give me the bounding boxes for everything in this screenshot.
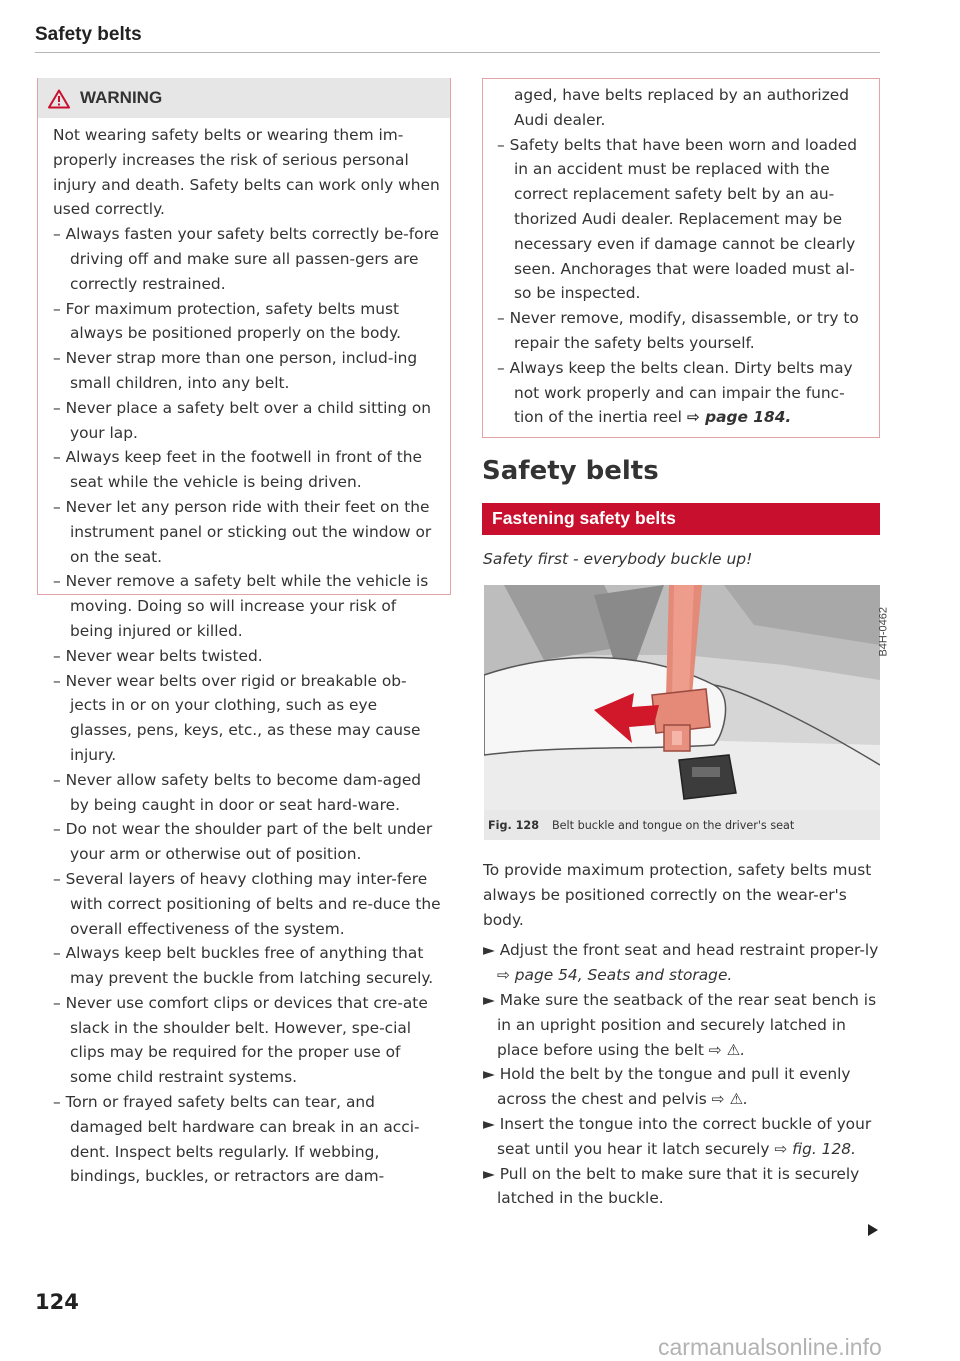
warning-triangle-icon <box>48 89 70 109</box>
warning-item: – Never allow safety belts to become dam-aged by being caught in door or seat hard-ware. <box>53 770 422 814</box>
instruction-step <box>483 938 883 988</box>
warning-reference-link[interactable]: ⇨ ⚠. <box>711 1090 749 1109</box>
warning-item: – Never strap more than one person, includ-ing small children, into any belt. <box>53 349 418 392</box>
figure-code: B4H-0462 <box>878 607 890 657</box>
warning-continued-text: aged, have belts replaced by an authorized Audi dealer. <box>514 86 850 129</box>
warning-item: – Never remove a safety belt while the vehicle is moving. Doing so will increase your risk of being injured or killed. <box>53 572 429 640</box>
warning-item: – Torn or frayed safety belts can tear, and damaged belt hardware can break in an acci-dent. Inspect belts regularly. If webbing, bindings, buckles, or retractors are dam- <box>53 1093 420 1186</box>
page-header-title: Safety belts <box>35 24 142 45</box>
header-divider <box>35 52 880 53</box>
warning-header <box>38 78 450 118</box>
warning-item: – For maximum protection, safety belts must always be positioned properly on the body. <box>53 299 401 343</box>
step-text: ► Make sure the seatback of the rear seat bench is in an upright position and securely latched in place before using the belt <box>483 990 877 1059</box>
belt-buckle-illustration <box>484 585 880 810</box>
page-number: 124 <box>35 1290 79 1314</box>
instruction-step <box>483 1112 883 1162</box>
step-text: ► Insert the tongue into the correct buckle of your seat until you hear it latch securely <box>483 1114 872 1158</box>
warning-box <box>37 78 451 1186</box>
figure-label: Fig. 128 <box>488 819 539 832</box>
page-reference-link[interactable]: ⇨ page 184. <box>686 408 792 427</box>
body-intro: To provide maximum protection, safety belts must always be positioned correctly on the wear-er's body. <box>483 861 872 929</box>
continue-arrow-icon <box>868 1224 880 1236</box>
body-text <box>483 858 883 1211</box>
page-reference-link[interactable]: ⇨ page 54, Seats and storage. <box>497 966 733 985</box>
warning-item: – Never use comfort clips or devices that cre-ate slack in the shoulder belt. However, spe-cial clips may be required for the proper use of some child restraint systems. <box>53 993 428 1087</box>
figure-image <box>484 585 890 810</box>
step-text: ► Pull on the belt to make sure that it is securely latched in the buckle. <box>483 1164 860 1208</box>
warning-item: – Never wear belts twisted. <box>53 646 263 665</box>
warning-item: – Never wear belts over rigid or breakable ob-jects in or on your clothing, such as eye glasses, pens, keys, etc., as these may cause injury. <box>53 671 421 764</box>
section-title: Safety belts <box>482 456 659 486</box>
warning-reference-link[interactable]: ⇨ ⚠. <box>708 1040 746 1059</box>
warning-item: – Do not wear the shoulder part of the belt under your arm or otherwise out of position. <box>53 820 433 864</box>
watermark: carmanualsonline.info <box>658 1334 882 1360</box>
figure-caption-text: Belt buckle and tongue on the driver's seat <box>552 819 795 832</box>
figure-reference-link[interactable]: ⇨ fig. 128. <box>774 1139 856 1158</box>
warning-item: – Always keep belt buckles free of anything that may prevent the buckle from latching securely. <box>53 944 434 988</box>
warning-label: WARNING <box>80 88 163 107</box>
subsection-title: Fastening safety belts <box>492 508 676 528</box>
warning-body <box>53 123 441 1189</box>
warning-item <box>497 356 869 430</box>
warning-item: – Never place a safety belt over a child sitting on your lap. <box>53 398 431 442</box>
section-lead: Safety first - everybody buckle up! <box>483 550 753 568</box>
instruction-step <box>483 1062 883 1112</box>
warning-item: – Never remove, modify, disassemble, or try to repair the safety belts yourself. <box>497 309 859 352</box>
step-text: ► Adjust the front seat and head restraint proper-ly <box>483 941 879 960</box>
step-text: ► Hold the belt by the tongue and pull it evenly across the chest and pelvis <box>483 1065 851 1109</box>
warning-box-continued <box>482 78 880 438</box>
instruction-step <box>483 988 883 1062</box>
warning-body-continued <box>497 83 869 430</box>
warning-item: – Safety belts that have been worn and loaded in an accident must be replaced with the correct replacement safety belt by an au-thorized Audi dealer. Replacement may be necessary even if damage cannot be clearly seen. Anchorages that were loaded must al-so be inspected. <box>497 135 858 303</box>
warning-item: – Always fasten your safety belts correctly be-fore driving off and make sure all passen-gers are correctly restrained. <box>53 225 440 293</box>
instruction-step <box>483 1162 883 1212</box>
warning-intro: Not wearing safety belts or wearing them im-properly increases the risk of serious personal injury and death. Safety belts can work only when used correctly. <box>53 126 440 219</box>
figure-caption <box>484 810 880 840</box>
warning-item: – Never let any person ride with their feet on the instrument panel or sticking out the window or on the seat. <box>53 497 432 566</box>
warning-item: – Several layers of heavy clothing may inter-fere with correct positioning of belts and re-duce the overall effectiveness of the system. <box>53 869 441 938</box>
subsection-bar <box>482 503 880 535</box>
warning-item-text: – Always keep the belts clean. Dirty belts may not work properly and can impair the func-tion of the inertia reel <box>497 358 853 427</box>
warning-item: – Always keep feet in the footwell in front of the seat while the vehicle is being driven. <box>53 448 422 492</box>
